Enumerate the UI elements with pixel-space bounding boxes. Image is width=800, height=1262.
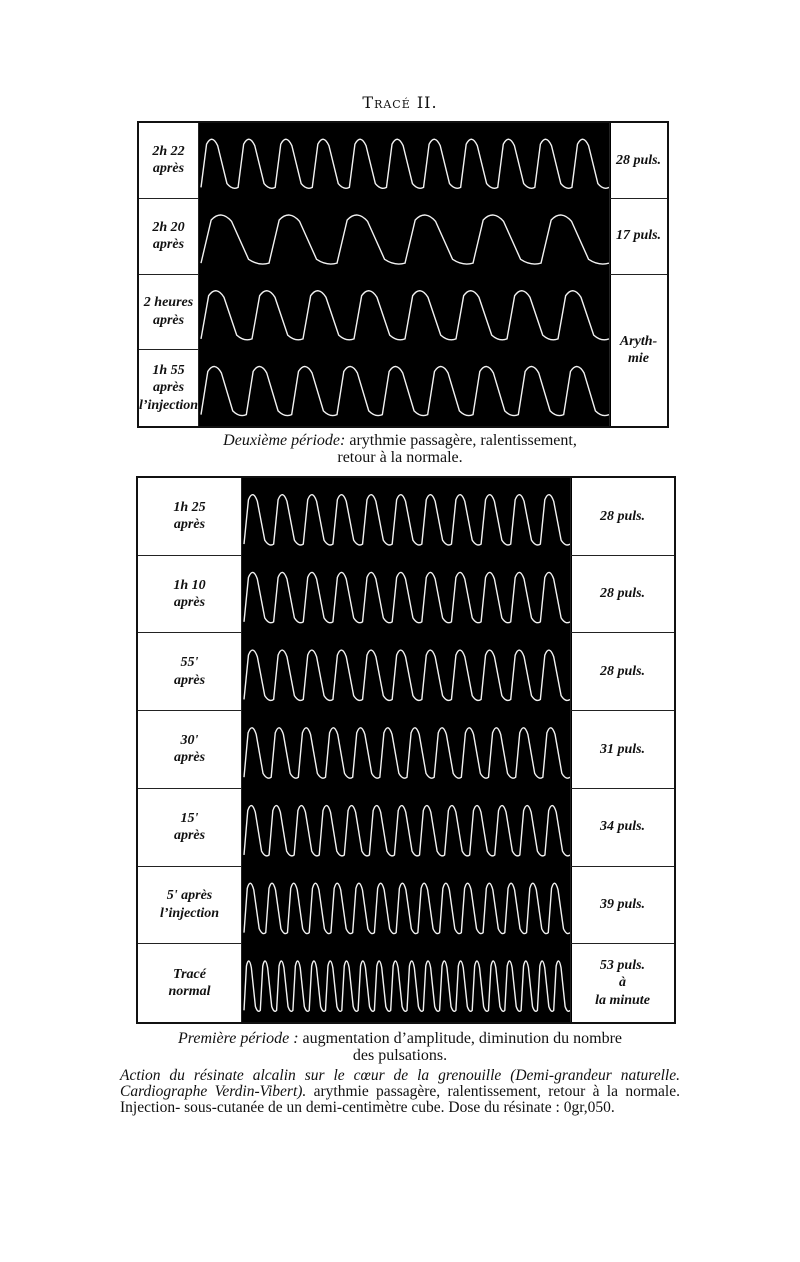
trace-time-label: 30' après	[138, 711, 242, 789]
legend-italic: Action du résinate alcalin sur le cœur de la grenouille (Demi-grandeur naturelle. Cardiographe Verdin-Vibert).	[120, 1067, 680, 1100]
caption-bottom-text: augmentation d’amplitude, diminution du nombre	[298, 1030, 623, 1047]
caption-top-italic: Deuxième période:	[223, 432, 346, 449]
figure-legend	[120, 1068, 680, 1116]
caption-top	[0, 432, 800, 466]
caption-top-text: arythmie passagère, ralentissement,	[345, 432, 577, 449]
heartbeat-trace	[244, 495, 570, 545]
pulse-count-label: 39 puls.	[570, 867, 674, 945]
figure-title: Tracé II.	[362, 93, 438, 112]
trace-time-label: 5' après l’injection	[138, 867, 242, 945]
heartbeat-trace	[244, 961, 570, 1011]
trace-time-label: Tracé normal	[138, 944, 242, 1022]
heartbeat-trace	[201, 139, 609, 188]
legend-text: arythmie passagère, ralentissement, retour à la normale. Injection- sous-cutanée de un demi-centimètre cube. Dose du résinate : 0gr,050.	[120, 1083, 680, 1116]
caption-bottom-line2: des pulsations.	[352, 1047, 448, 1064]
trace-time-label: 55' après	[138, 633, 242, 711]
caption-top-line2: retour à la normale.	[337, 449, 463, 466]
pulse-count-label: 31 puls.	[570, 711, 674, 789]
heartbeat-trace	[244, 883, 570, 933]
heartbeat-trace	[201, 367, 609, 416]
caption-bottom-italic: Première période :	[177, 1030, 299, 1047]
heartbeat-trace	[201, 215, 609, 264]
trace-time-label: 15' après	[138, 789, 242, 867]
heartbeat-trace	[244, 572, 570, 622]
trace-time-label: 1h 10 après	[138, 556, 242, 634]
heartbeat-trace	[244, 806, 570, 856]
pulse-count-label: 28 puls.	[609, 123, 667, 199]
heartbeat-trace	[201, 291, 609, 340]
trace-time-label: 2h 20 après	[139, 199, 199, 275]
pulse-count-label: 28 puls.	[570, 633, 674, 711]
pulse-count-label: 28 puls.	[570, 556, 674, 634]
trace-time-label: 2 heures après	[139, 275, 199, 351]
trace-time-label: 1h 25 après	[138, 478, 242, 556]
pulse-count-label: 53 puls. à la minute	[570, 944, 674, 1022]
heartbeat-trace	[244, 728, 570, 778]
top-trace-panel	[137, 121, 669, 428]
top-trace-waveforms	[139, 123, 667, 426]
pulse-count-label: 34 puls.	[570, 789, 674, 867]
heartbeat-trace	[244, 650, 570, 700]
trace-time-label: 2h 22 après	[139, 123, 199, 199]
caption-bottom	[0, 1030, 800, 1064]
pulse-count-label: 28 puls.	[570, 478, 674, 556]
pulse-count-label: 17 puls.	[609, 199, 667, 275]
bottom-trace-panel	[136, 476, 676, 1024]
arythmie-label: Aryth- mie	[609, 275, 667, 427]
trace-time-label: 1h 55 après l’injection	[139, 350, 199, 426]
